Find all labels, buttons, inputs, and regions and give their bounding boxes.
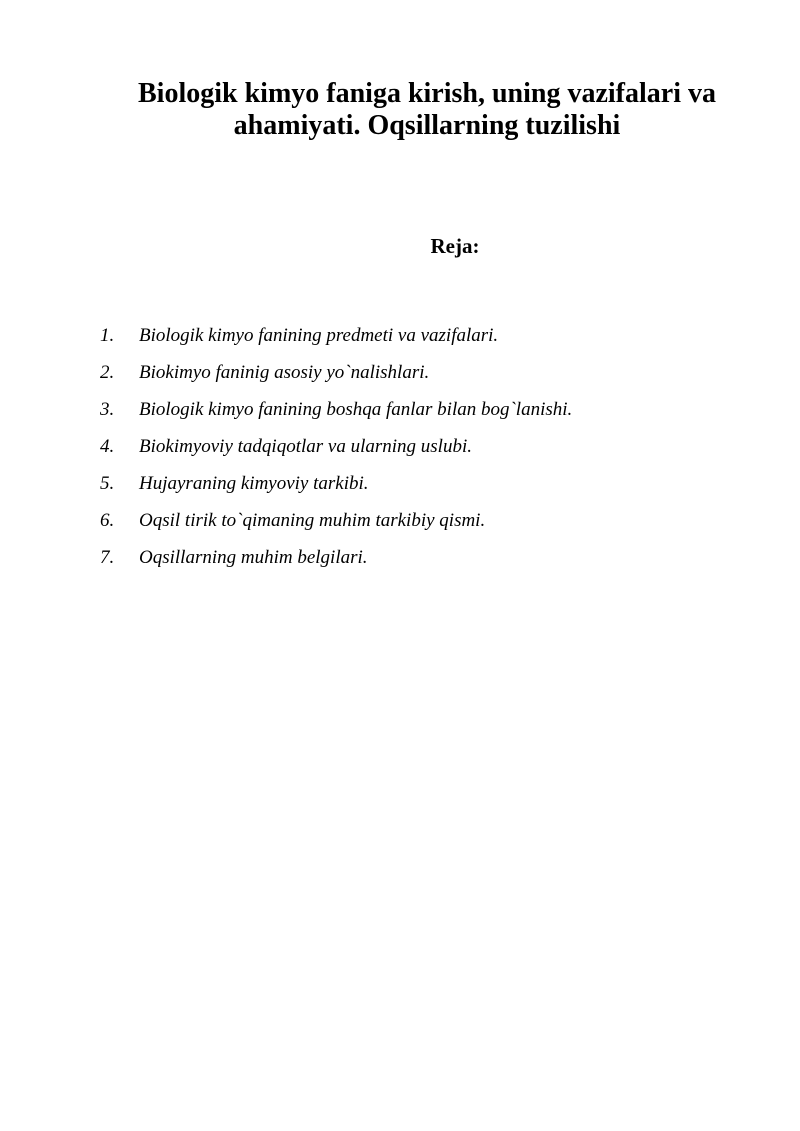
plan-item-text: Biokimyo faninig asosiy yo`nalishlari. <box>139 362 430 383</box>
plan-item-number: 4. <box>100 436 115 457</box>
plan-item-7 <box>100 544 740 581</box>
plan-item-2 <box>100 359 740 396</box>
plan-item-6 <box>100 507 740 544</box>
plan-list <box>100 322 740 581</box>
plan-item-number: 5. <box>100 473 115 494</box>
plan-item-text: Hujayraning kimyoviy tarkibi. <box>139 473 369 494</box>
plan-item-5 <box>100 470 740 507</box>
plan-item-text: Biologik kimyo fanining predmeti va vazifalari. <box>139 325 499 346</box>
plan-item-text: Oqsil tirik to`qimaning muhim tarkibiy qismi. <box>139 510 486 531</box>
plan-item-number: 1. <box>100 325 115 346</box>
plan-item-number: 2. <box>100 362 115 383</box>
plan-item-number: 7. <box>100 547 115 568</box>
plan-item-number: 6. <box>100 510 115 531</box>
plan-item-text: Oqsillarning muhim belgilari. <box>139 547 368 568</box>
plan-item-3 <box>100 396 740 433</box>
plan-item-1 <box>100 322 740 359</box>
document-title: Biologik kimyo faniga kirish, uning vazifalari va ahamiyati. Oqsillarning tuzilishi <box>138 78 716 141</box>
plan-heading: Reja: <box>430 234 480 258</box>
plan-item-text: Biologik kimyo fanining boshqa fanlar bilan bog`lanishi. <box>139 399 573 420</box>
plan-item-4 <box>100 433 740 470</box>
plan-item-text: Biokimyoviy tadqiqotlar va ularning uslubi. <box>139 436 472 457</box>
plan-item-number: 3. <box>100 399 115 420</box>
